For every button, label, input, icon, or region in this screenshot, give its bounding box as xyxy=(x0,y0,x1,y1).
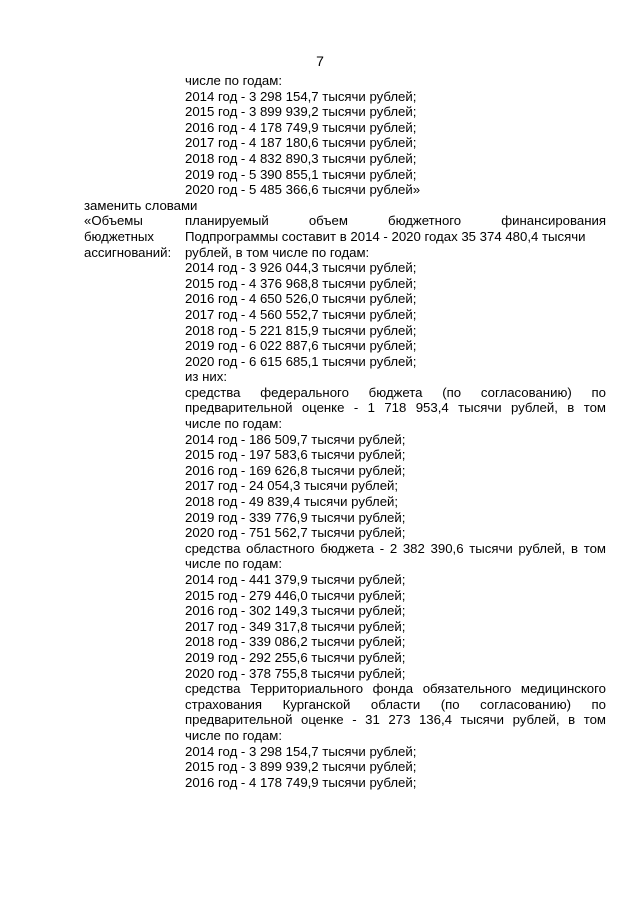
year-line: 2019 год - 5 390 855,1 тысячи рублей; xyxy=(185,166,417,182)
year-line: 2020 год - 6 615 685,1 тысячи рублей; xyxy=(185,353,417,369)
federal-line: предварительной оценке - 1 718 953,4 тысячи рублей, в том xyxy=(185,400,606,416)
regional-line: средства областного бюджета - 2 382 390,6 тысячи рублей, в том xyxy=(185,540,606,556)
year-line: 2014 год - 3 298 154,7 тысячи рублей; xyxy=(185,88,417,104)
year-line: 2014 год - 186 509,7 тысячи рублей; xyxy=(185,431,406,447)
text-line: числе по годам: xyxy=(185,73,282,88)
year-line: 2018 год - 49 839,4 тысячи рублей; xyxy=(185,494,399,510)
regional-line: числе по годам: xyxy=(185,556,282,572)
year-line: 2016 год - 4 178 749,9 тысячи рублей; xyxy=(185,774,417,790)
label-line: «Объемы xyxy=(84,213,143,229)
year-line: 2018 год - 5 221 815,9 тысячи рублей; xyxy=(185,322,417,338)
federal-line: числе по годам: xyxy=(185,416,282,432)
of-them-label: из них: xyxy=(185,369,227,385)
year-line: 2018 год - 4 832 890,3 тысячи рублей; xyxy=(185,150,417,166)
fund-line: средства Территориального фонда обязательного медицинского xyxy=(185,681,606,697)
fund-line: страхования Курганской области (по согласованию) по xyxy=(185,696,606,712)
year-line: 2017 год - 4 187 180,6 тысячи рублей; xyxy=(185,135,417,151)
budget-section xyxy=(84,213,606,790)
previous-funding-list xyxy=(185,73,606,198)
year-line: 2020 год - 5 485 366,6 тысячи рублей» xyxy=(185,182,421,198)
year-line: 2017 год - 24 054,3 тысячи рублей; xyxy=(185,478,399,494)
year-line: 2020 год - 378 755,8 тысячи рублей; xyxy=(185,665,406,681)
year-line: 2014 год - 3 298 154,7 тысячи рублей; xyxy=(185,743,417,759)
year-line: 2015 год - 4 376 968,8 тысячи рублей; xyxy=(185,275,417,291)
year-line: 2015 год - 3 899 939,2 тысячи рублей; xyxy=(185,759,417,775)
year-line: 2016 год - 169 626,8 тысячи рублей; xyxy=(185,462,406,478)
section-label xyxy=(84,213,185,790)
year-line: 2014 год - 441 379,9 тысячи рублей; xyxy=(185,572,406,587)
year-line: 2019 год - 339 776,9 тысячи рублей; xyxy=(185,509,406,525)
replace-phrase: заменить словами xyxy=(84,197,198,213)
federal-line: средства федерального бюджета (по согласованию) по xyxy=(185,384,606,400)
year-line: 2016 год - 4 650 526,0 тысячи рублей; xyxy=(185,291,417,307)
year-line: 2019 год - 292 255,6 тысячи рублей; xyxy=(185,649,406,665)
page-number: 7 xyxy=(316,53,324,69)
document-body xyxy=(84,73,606,790)
year-line: 2014 год - 3 926 044,3 тысячи рублей; xyxy=(185,260,417,276)
label-line: ассигнований: xyxy=(84,244,172,260)
intro-line: планируемый объем бюджетного финансирования xyxy=(185,213,606,229)
year-line: 2015 год - 3 899 939,2 тысячи рублей; xyxy=(185,104,417,120)
fund-line: предварительной оценке - 31 273 136,4 тысячи рублей, в том xyxy=(185,712,606,728)
intro-line: Подпрограммы составит в 2014 - 2020 годах 35 374 480,4 тысячи xyxy=(185,228,586,244)
year-line: 2015 год - 279 446,0 тысячи рублей; xyxy=(185,587,406,603)
year-line: 2017 год - 349 317,8 тысячи рублей; xyxy=(185,618,406,634)
year-line: 2018 год - 339 086,2 тысячи рублей; xyxy=(185,634,406,650)
year-line: 2015 год - 197 583,6 тысячи рублей; xyxy=(185,447,406,463)
year-line: 2017 год - 4 560 552,7 тысячи рублей; xyxy=(185,306,417,322)
year-line: 2016 год - 4 178 749,9 тысячи рублей; xyxy=(185,119,417,135)
year-line: 2020 год - 751 562,7 тысячи рублей; xyxy=(185,525,406,541)
label-line: бюджетных xyxy=(84,228,154,244)
intro-line: рублей, в том числе по годам: xyxy=(185,244,370,260)
section-content xyxy=(185,213,606,790)
year-line: 2016 год - 302 149,3 тысячи рублей; xyxy=(185,603,406,619)
year-line: 2019 год - 6 022 887,6 тысячи рублей; xyxy=(185,338,417,354)
fund-line: числе по годам: xyxy=(185,727,282,743)
